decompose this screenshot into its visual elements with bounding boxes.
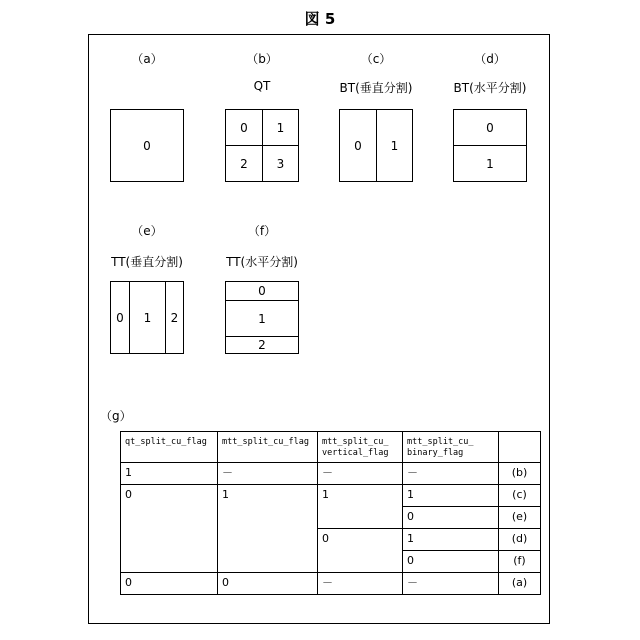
cell-vertical: － [318,573,403,595]
block-cell: 0 [111,282,129,353]
panel-c-label: （c） [339,50,413,67]
cell-mtt: 0 [218,573,318,595]
cell-binary: 1 [403,529,499,551]
panel-e-label: （e） [110,222,184,239]
table-row [121,463,541,485]
cell-reference: (b) [499,463,541,485]
cell-qt: 0 [121,485,218,573]
panel-b-block [225,109,299,182]
panel-f-label: （f） [225,222,299,239]
panel-f-title: TT(水平分割) [212,253,312,270]
cell-mtt: － [218,463,318,485]
block-cell: 1 [226,301,298,336]
panel-b-label: （b） [225,50,299,67]
block-cell: 2 [226,146,262,181]
cell-qt: 1 [121,463,218,485]
figure-title: 図 5 [0,8,640,29]
block-cell: 0 [454,110,526,145]
block-cell: 1 [130,282,165,353]
table-row [121,485,541,507]
cell-mtt: 1 [218,485,318,573]
panel-b-title: QT [225,79,299,93]
cell-binary: 0 [403,551,499,573]
block-cell: 3 [263,146,298,181]
table-row [121,573,541,595]
panel-f-block [225,281,299,354]
panel-e-title: TT(垂直分割) [97,253,197,270]
cell-binary: － [403,463,499,485]
cell-vertical: 1 [318,485,403,529]
block-cell: 1 [263,110,298,145]
block-cell: 0 [111,110,183,181]
cell-vertical: － [318,463,403,485]
block-cell: 0 [226,282,298,300]
block-cell: 1 [454,146,526,181]
header-reference [499,432,541,463]
panel-c-title: BT(垂直分割) [326,79,426,96]
panel-a-label: （a） [110,50,184,67]
cell-qt: 0 [121,573,218,595]
block-cell: 1 [377,110,412,181]
header-qt-split-cu-flag: qt_split_cu_flag [121,432,218,463]
panel-e-block [110,281,184,354]
block-cell: 0 [226,110,262,145]
cell-binary: 1 [403,485,499,507]
cell-reference: (d) [499,529,541,551]
panel-d-block [453,109,527,182]
panel-c-block [339,109,413,182]
block-cell: 2 [226,337,298,353]
cell-vertical: 0 [318,529,403,573]
cell-binary: 0 [403,507,499,529]
panel-d-title: BT(水平分割) [440,79,540,96]
header-mtt-split-cu-flag: mtt_split_cu_flag [218,432,318,463]
header-mtt-split-cu-binary-flag: mtt_split_cu_ binary_flag [403,432,499,463]
panel-a-block [110,109,184,182]
cell-reference: (f) [499,551,541,573]
cell-reference: (a) [499,573,541,595]
table-label: （g） [100,407,132,424]
table-header-row [121,432,541,463]
split-flag-table [120,431,541,595]
cell-reference: (c) [499,485,541,507]
cell-binary: － [403,573,499,595]
block-cell: 2 [166,282,183,353]
panel-d-label: （d） [453,50,527,67]
header-mtt-split-cu-vertical-flag: mtt_split_cu_ vertical_flag [318,432,403,463]
cell-reference: (e) [499,507,541,529]
block-cell: 0 [340,110,376,181]
